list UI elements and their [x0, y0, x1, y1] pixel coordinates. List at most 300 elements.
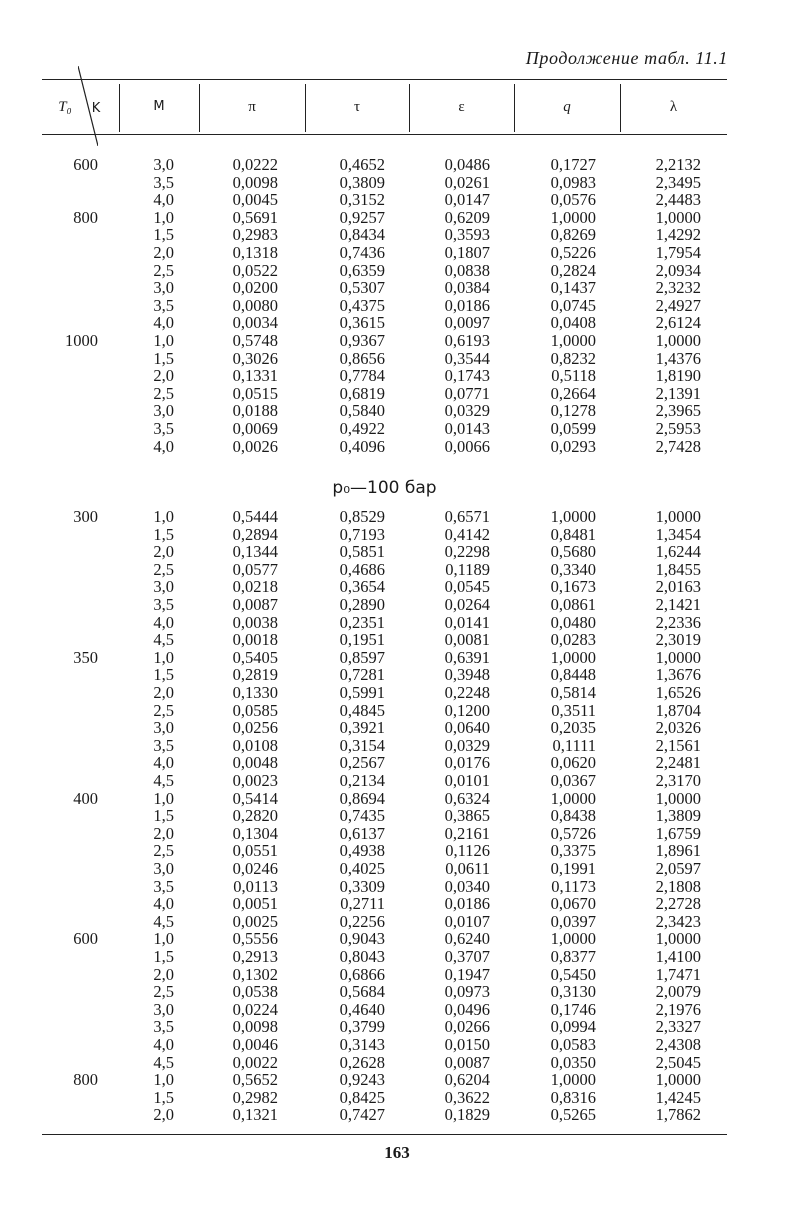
row-tau: 0,5684 — [339, 982, 385, 1002]
row-mach: 2,5 — [153, 982, 174, 1002]
row-q: 0,8377 — [550, 947, 596, 966]
row-epsilon: 0,0486 — [444, 155, 490, 174]
row-epsilon: 0,0147 — [444, 190, 490, 210]
row-q: 0,1173 — [551, 876, 596, 896]
row-q: 0,0408 — [550, 313, 596, 333]
row-lambda: 2,1561 — [655, 735, 701, 755]
row-tau: 0,8597 — [339, 647, 385, 667]
row-lambda: 2,4927 — [655, 295, 701, 315]
table-row — [42, 913, 727, 931]
header-epsilon: ε — [458, 99, 465, 115]
table-row — [42, 350, 727, 368]
table-row — [42, 842, 727, 860]
table-row — [42, 244, 727, 262]
table-row — [42, 684, 727, 702]
row-lambda: 2,3423 — [655, 911, 701, 931]
row-q: 0,0620 — [550, 753, 596, 773]
row-epsilon: 0,3948 — [444, 665, 490, 685]
row-tau: 0,2567 — [339, 753, 385, 773]
table-row — [42, 895, 727, 913]
row-pi: 0,0087 — [232, 595, 278, 614]
row-lambda: 2,2481 — [655, 753, 701, 773]
row-tau: 0,4922 — [339, 419, 385, 438]
row-pi: 0,0038 — [232, 612, 278, 632]
row-pi: 0,3026 — [232, 348, 278, 368]
row-epsilon: 0,0496 — [444, 999, 490, 1019]
row-pi: 0,0113 — [233, 876, 278, 896]
row-q: 0,0367 — [550, 771, 596, 790]
row-pi: 0,0046 — [232, 1035, 278, 1054]
table-row — [42, 174, 727, 192]
row-q: 0,3130 — [550, 982, 596, 1002]
row-pi: 0,0200 — [232, 278, 278, 298]
row-tau: 0,6359 — [339, 260, 385, 280]
row-mach: 1,5 — [153, 225, 174, 245]
row-mach: 2,5 — [153, 559, 174, 579]
row-pi: 0,0018 — [232, 630, 278, 650]
row-pi: 0,0069 — [232, 419, 278, 438]
row-q: 0,3340 — [550, 559, 596, 579]
row-tau: 0,4938 — [339, 841, 385, 861]
table-row — [42, 983, 727, 1001]
row-tau: 0,3615 — [339, 313, 385, 333]
row-epsilon: 0,0340 — [444, 876, 490, 896]
row-pi: 0,2819 — [232, 665, 278, 685]
row-tau: 0,8529 — [339, 507, 385, 526]
row-tau: 0,9367 — [339, 331, 385, 350]
row-pi: 0,1331 — [232, 366, 278, 386]
row-lambda: 1,0000 — [655, 788, 701, 808]
row-lambda: 2,2132 — [655, 155, 701, 174]
table-row — [42, 1106, 727, 1124]
table-row — [42, 966, 727, 984]
row-mach: 4,0 — [153, 313, 174, 333]
row-q: 0,8232 — [550, 348, 596, 368]
row-q: 1,0000 — [550, 1070, 596, 1090]
row-pi: 0,5748 — [232, 331, 278, 350]
row-tau: 0,3799 — [339, 1017, 385, 1037]
table-row — [42, 508, 727, 526]
table-row — [42, 156, 727, 174]
row-mach: 3,0 — [153, 859, 174, 878]
header-top-rule — [42, 79, 727, 80]
row-tau: 0,8425 — [339, 1087, 385, 1107]
row-tau: 0,9257 — [339, 207, 385, 227]
row-tau: 0,2134 — [339, 771, 385, 790]
row-mach: 4,0 — [153, 753, 174, 773]
row-epsilon: 0,0973 — [444, 982, 490, 1002]
row-epsilon: 0,6240 — [444, 929, 490, 949]
row-lambda: 1,0000 — [655, 507, 701, 526]
row-q: 0,0293 — [550, 436, 596, 456]
row-mach: 4,0 — [153, 436, 174, 456]
row-epsilon: 0,0141 — [444, 612, 490, 632]
row-tau: 0,5991 — [339, 683, 385, 702]
row-epsilon: 0,0150 — [444, 1035, 490, 1054]
row-epsilon: 0,0266 — [444, 1017, 490, 1037]
row-q: 0,8481 — [550, 524, 596, 544]
row-q: 0,3511 — [551, 700, 596, 720]
row-mach: 4,0 — [153, 1035, 174, 1054]
row-q: 0,5814 — [550, 683, 596, 702]
row-tau: 0,3809 — [339, 172, 385, 192]
row-mach: 2,5 — [153, 383, 174, 403]
row-q: 0,8269 — [550, 225, 596, 245]
row-mach: 3,5 — [153, 735, 174, 755]
row-q: 0,5726 — [550, 823, 596, 843]
row-mach: 3,5 — [153, 419, 174, 438]
row-lambda: 2,0326 — [655, 718, 701, 738]
row-lambda: 2,3327 — [655, 1017, 701, 1037]
row-lambda: 2,5953 — [655, 419, 701, 438]
row-pi: 0,0188 — [232, 401, 278, 421]
row-epsilon: 0,0329 — [444, 735, 490, 755]
row-tau: 0,4640 — [339, 999, 385, 1019]
row-lambda: 2,3232 — [655, 278, 701, 298]
table-row — [42, 737, 727, 755]
table-row — [42, 420, 727, 438]
row-epsilon: 0,1126 — [445, 841, 490, 861]
row-mach: 3,0 — [153, 155, 174, 174]
row-pi: 0,0098 — [232, 172, 278, 192]
row-lambda: 2,3965 — [655, 401, 701, 421]
row-tau: 0,2628 — [339, 1052, 385, 1072]
row-mach: 2,0 — [153, 1105, 174, 1125]
row-pi: 0,1344 — [232, 542, 278, 562]
row-pi: 0,0224 — [232, 999, 278, 1019]
row-q: 0,1673 — [550, 577, 596, 597]
row-lambda: 2,2336 — [655, 612, 701, 632]
table-row — [42, 1018, 727, 1036]
row-pi: 0,1302 — [232, 964, 278, 984]
row-pi: 0,5414 — [232, 788, 278, 808]
row-q: 0,5265 — [550, 1105, 596, 1125]
row-lambda: 1,3809 — [655, 806, 701, 826]
table-row — [42, 1054, 727, 1072]
row-pi: 0,0108 — [232, 735, 278, 755]
row-mach: 1,0 — [153, 1070, 174, 1090]
row-pi: 0,5444 — [232, 507, 278, 526]
row-pi: 0,0551 — [232, 841, 278, 861]
row-epsilon: 0,6571 — [444, 507, 490, 526]
row-lambda: 2,3019 — [655, 630, 701, 650]
row-tau: 0,4686 — [339, 559, 385, 579]
row-epsilon: 0,2161 — [444, 823, 490, 843]
row-lambda: 1,8961 — [655, 841, 701, 861]
row-mach: 3,5 — [153, 172, 174, 192]
row-tau: 0,7436 — [339, 243, 385, 262]
row-epsilon: 0,0771 — [444, 383, 490, 403]
table-row — [42, 596, 727, 614]
row-epsilon: 0,6193 — [444, 331, 490, 350]
row-mach: 4,5 — [153, 1052, 174, 1072]
row-epsilon: 0,2248 — [444, 683, 490, 702]
row-epsilon: 0,1743 — [444, 366, 490, 386]
row-epsilon: 0,0143 — [444, 419, 490, 438]
row-lambda: 2,5045 — [655, 1052, 701, 1072]
row-tau: 0,5840 — [339, 401, 385, 421]
row-mach: 1,0 — [153, 647, 174, 667]
row-mach: 2,0 — [153, 823, 174, 843]
row-pi: 0,0048 — [232, 753, 278, 773]
row-tau: 0,4025 — [339, 859, 385, 878]
row-q: 0,1746 — [550, 999, 596, 1019]
row-pi: 0,0045 — [232, 190, 278, 210]
table-row — [42, 878, 727, 896]
row-pi: 0,0585 — [232, 700, 278, 720]
page-number: 163 — [384, 1143, 410, 1162]
row-q: 0,0350 — [550, 1052, 596, 1072]
header-q: q — [563, 99, 571, 115]
row-pi: 0,0246 — [232, 859, 278, 878]
table-row — [42, 772, 727, 790]
table-row — [42, 825, 727, 843]
row-mach: 3,5 — [153, 595, 174, 614]
row-q: 1,0000 — [550, 929, 596, 949]
row-mach: 2,5 — [153, 700, 174, 720]
table-row — [42, 402, 727, 420]
table-row — [42, 543, 727, 561]
row-tau: 0,8694 — [339, 788, 385, 808]
row-tau: 0,2890 — [339, 595, 385, 614]
row-pi: 0,2894 — [232, 524, 278, 544]
row-lambda: 1,0000 — [655, 647, 701, 667]
row-lambda: 1,6244 — [655, 542, 701, 562]
row-mach: 3,5 — [153, 876, 174, 896]
row-temperature: 1000 — [65, 331, 98, 350]
row-lambda: 1,8455 — [655, 559, 701, 579]
row-epsilon: 0,1189 — [445, 559, 490, 579]
row-tau: 0,4652 — [339, 155, 385, 174]
row-epsilon: 0,6204 — [444, 1070, 490, 1090]
row-epsilon: 0,6391 — [444, 647, 490, 667]
row-epsilon: 0,0640 — [444, 718, 490, 738]
row-pi: 0,2913 — [232, 947, 278, 966]
row-lambda: 1,0000 — [655, 1070, 701, 1090]
row-pi: 0,2983 — [232, 225, 278, 245]
row-q: 0,0397 — [550, 911, 596, 931]
header-mach: M — [153, 99, 165, 114]
row-pi: 0,0080 — [232, 295, 278, 315]
row-epsilon: 0,0186 — [444, 894, 490, 914]
row-epsilon: 0,0176 — [444, 753, 490, 773]
table-row — [42, 438, 727, 456]
row-mach: 1,5 — [153, 1087, 174, 1107]
row-lambda: 2,3170 — [655, 771, 701, 790]
row-lambda: 2,1976 — [655, 999, 701, 1019]
table-row — [42, 191, 727, 209]
row-lambda: 2,1808 — [655, 876, 701, 896]
row-pi: 0,0577 — [232, 559, 278, 579]
row-mach: 3,0 — [153, 401, 174, 421]
row-pi: 0,1318 — [232, 243, 278, 262]
row-tau: 0,5851 — [339, 542, 385, 562]
row-tau: 0,7193 — [339, 524, 385, 544]
row-q: 0,5226 — [550, 243, 596, 262]
row-q: 0,2824 — [550, 260, 596, 280]
row-mach: 2,0 — [153, 366, 174, 386]
row-epsilon: 0,0611 — [445, 859, 490, 878]
row-epsilon: 0,3865 — [444, 806, 490, 826]
row-epsilon: 0,0066 — [444, 436, 490, 456]
row-mach: 3,0 — [153, 278, 174, 298]
row-lambda: 2,4483 — [655, 190, 701, 210]
row-epsilon: 0,0545 — [444, 577, 490, 597]
row-q: 0,0480 — [550, 612, 596, 632]
row-pi: 0,0051 — [232, 894, 278, 914]
row-tau: 0,5307 — [339, 278, 385, 298]
row-mach: 2,0 — [153, 542, 174, 562]
row-mach: 1,5 — [153, 806, 174, 826]
row-lambda: 2,7428 — [655, 436, 701, 456]
row-q: 1,0000 — [550, 207, 596, 227]
row-q: 0,3375 — [550, 841, 596, 861]
row-temperature: 300 — [73, 507, 98, 526]
row-epsilon: 0,3593 — [444, 225, 490, 245]
row-mach: 4,0 — [153, 612, 174, 632]
row-epsilon: 0,0087 — [444, 1052, 490, 1072]
header-lambda: λ — [669, 99, 678, 115]
row-lambda: 1,7471 — [655, 964, 701, 984]
row-tau: 0,2711 — [340, 894, 385, 914]
row-lambda: 2,1391 — [655, 383, 701, 403]
row-tau: 0,2256 — [339, 911, 385, 931]
row-epsilon: 0,6209 — [444, 207, 490, 227]
row-epsilon: 0,0261 — [444, 172, 490, 192]
table-row — [42, 1001, 727, 1019]
header-t0: T₀ — [58, 99, 72, 115]
row-tau: 0,6819 — [339, 383, 385, 403]
row-pi: 0,5691 — [232, 207, 278, 227]
row-q: 0,0283 — [550, 630, 596, 650]
row-mach: 4,5 — [153, 911, 174, 931]
table-bottom-rule — [42, 1134, 727, 1135]
row-temperature: 400 — [73, 788, 98, 808]
row-mach: 1,5 — [153, 524, 174, 544]
table-row — [42, 297, 727, 315]
row-mach: 1,5 — [153, 947, 174, 966]
row-pi: 0,0026 — [232, 436, 278, 456]
row-mach: 1,5 — [153, 348, 174, 368]
row-epsilon: 0,0081 — [444, 630, 490, 650]
row-tau: 0,8434 — [339, 225, 385, 245]
row-q: 0,8438 — [550, 806, 596, 826]
row-pi: 0,0222 — [232, 155, 278, 174]
row-tau: 0,4096 — [339, 436, 385, 456]
table-row — [42, 385, 727, 403]
row-tau: 0,9043 — [339, 929, 385, 949]
row-q: 1,0000 — [550, 331, 596, 350]
row-tau: 0,7281 — [339, 665, 385, 685]
table-row — [42, 279, 727, 297]
row-mach: 4,0 — [153, 190, 174, 210]
row-epsilon: 0,0838 — [444, 260, 490, 280]
row-epsilon: 0,3544 — [444, 348, 490, 368]
row-mach: 4,0 — [153, 894, 174, 914]
table-row — [42, 649, 727, 667]
table-continuation-caption: Продолжение табл. 11.1 — [525, 48, 728, 68]
row-epsilon: 0,1829 — [444, 1105, 490, 1125]
row-lambda: 2,0597 — [655, 859, 701, 878]
row-lambda: 2,3495 — [655, 172, 701, 192]
row-epsilon: 0,1947 — [444, 964, 490, 984]
row-q: 1,0000 — [550, 507, 596, 526]
row-q: 0,5680 — [550, 542, 596, 562]
header-unit-k: K — [91, 101, 101, 116]
row-q: 0,0983 — [550, 172, 596, 192]
row-epsilon: 0,0107 — [444, 911, 490, 931]
row-lambda: 1,6759 — [655, 823, 701, 843]
row-lambda: 1,8704 — [655, 700, 701, 720]
row-lambda: 1,0000 — [655, 929, 701, 949]
row-tau: 0,3152 — [339, 190, 385, 210]
row-q: 0,8316 — [550, 1087, 596, 1107]
row-tau: 0,6866 — [339, 964, 385, 984]
table-row — [42, 1089, 727, 1107]
row-q: 0,1991 — [550, 859, 596, 878]
row-epsilon: 0,0101 — [444, 771, 490, 790]
row-epsilon: 0,0097 — [444, 313, 490, 333]
table-row — [42, 860, 727, 878]
table-row — [42, 948, 727, 966]
row-epsilon: 0,3707 — [444, 947, 490, 966]
row-pi: 0,0538 — [232, 982, 278, 1002]
row-pi: 0,0025 — [232, 911, 278, 931]
row-mach: 4,5 — [153, 630, 174, 650]
table-row — [42, 719, 727, 737]
row-mach: 2,0 — [153, 964, 174, 984]
table-row — [42, 666, 727, 684]
table-row — [42, 526, 727, 544]
row-mach: 1,0 — [153, 507, 174, 526]
row-tau: 0,3309 — [339, 876, 385, 896]
row-tau: 0,4375 — [339, 295, 385, 315]
row-pi: 0,5556 — [232, 929, 278, 949]
row-mach: 1,5 — [153, 665, 174, 685]
row-pi: 0,0522 — [232, 260, 278, 280]
row-epsilon: 0,0264 — [444, 595, 490, 614]
row-tau: 0,7784 — [339, 366, 385, 386]
row-pi: 0,5652 — [232, 1070, 278, 1090]
row-q: 0,5450 — [550, 964, 596, 984]
row-q: 0,0745 — [550, 295, 596, 315]
table-row — [42, 226, 727, 244]
row-pi: 0,0023 — [232, 771, 278, 790]
row-tau: 0,6137 — [339, 823, 385, 843]
table-row — [42, 930, 727, 948]
row-tau: 0,3654 — [339, 577, 385, 597]
table-row — [42, 1036, 727, 1054]
row-lambda: 1,4245 — [655, 1087, 701, 1107]
row-lambda: 1,4100 — [655, 947, 701, 966]
row-epsilon: 0,1200 — [444, 700, 490, 720]
row-pi: 0,0034 — [232, 313, 278, 333]
row-lambda: 1,7862 — [655, 1105, 701, 1125]
row-epsilon: 0,2298 — [444, 542, 490, 562]
row-lambda: 1,4376 — [655, 348, 701, 368]
row-tau: 0,3143 — [339, 1035, 385, 1054]
row-lambda: 1,6526 — [655, 683, 701, 702]
row-mach: 4,5 — [153, 771, 174, 790]
row-tau: 0,1951 — [339, 630, 385, 650]
row-q: 0,0599 — [550, 419, 596, 438]
row-tau: 0,4845 — [339, 700, 385, 720]
header-bottom-rule — [42, 134, 727, 135]
row-lambda: 1,0000 — [655, 207, 701, 227]
row-q: 0,1437 — [550, 278, 596, 298]
row-mach: 3,5 — [153, 295, 174, 315]
row-lambda: 2,0079 — [655, 982, 701, 1002]
